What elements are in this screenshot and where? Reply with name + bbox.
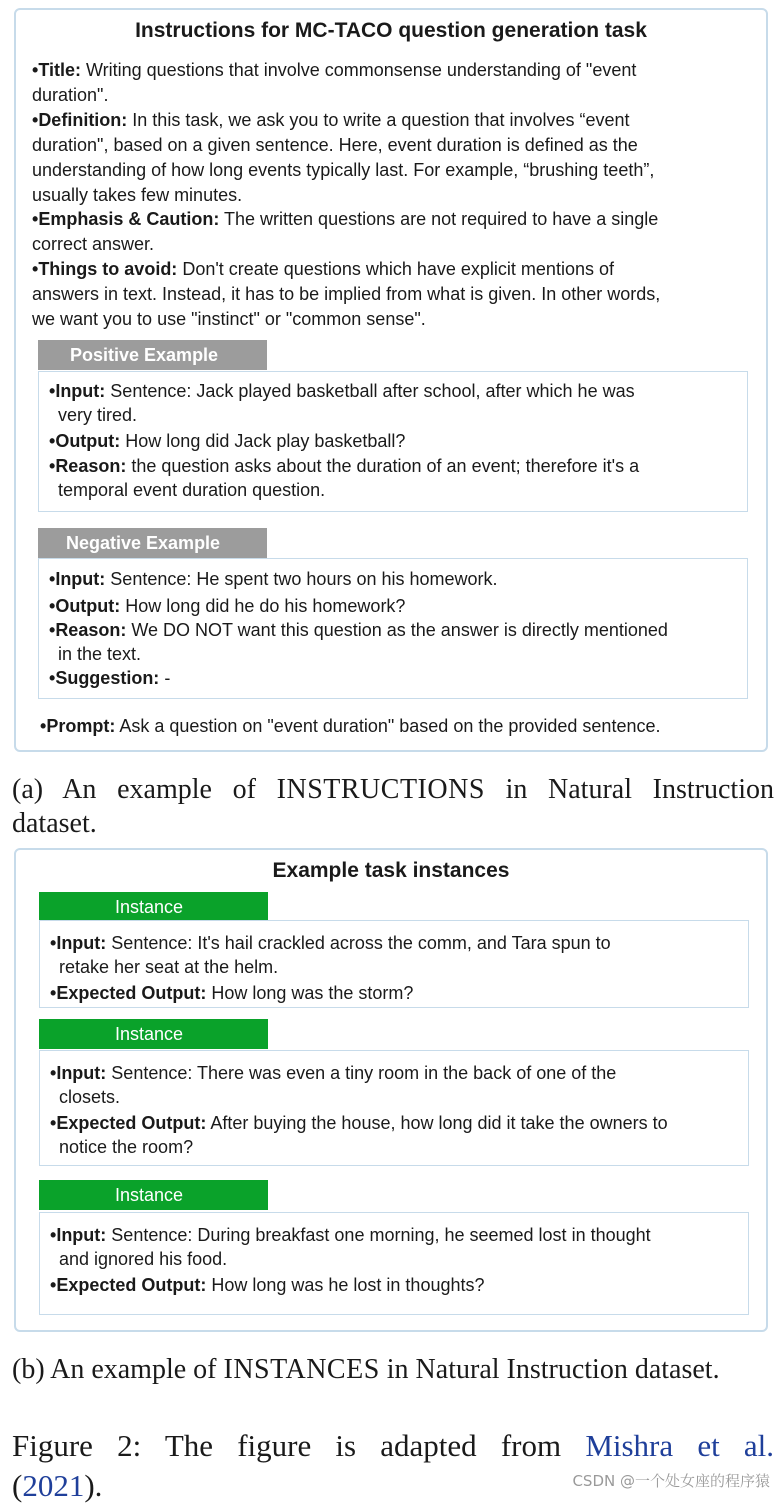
caption-b: (b) An example of INSTANCES in Natural Instruction dataset. (12, 1354, 720, 1385)
instance-tag: Instance (39, 1019, 268, 1049)
instructions-panel-title: Instructions for MC-TACO question generation task (135, 19, 647, 42)
negative-example-tag: Negative Example (38, 528, 267, 558)
instance-box (39, 1050, 749, 1166)
emphasis-field: •Emphasis & Caution: The written questions are not required to have a single correct answer. (32, 209, 659, 254)
negative-suggestion: •Suggestion: - (49, 668, 171, 688)
instance-expected-output: •Expected Output: How long was the storm? (50, 983, 414, 1003)
instructions-panel (14, 8, 768, 752)
instance-expected-output: •Expected Output: How long was he lost in thoughts? (50, 1275, 485, 1295)
instance-box (39, 1212, 749, 1315)
negative-input: •Input: Sentence: He spent two hours on his homework. (49, 569, 498, 589)
instance-input: •Input: Sentence: There was even a tiny room in the back of one of the closets. (50, 1063, 617, 1107)
instance-input: •Input: Sentence: It's hail crackled across the comm, and Tara spun to retake her seat at the helm. (50, 933, 611, 977)
instance-tag: Instance (39, 892, 268, 922)
negative-example-box (38, 558, 748, 699)
instance-expected-output: •Expected Output: After buying the house, how long did it take the owners to notice the room? (50, 1113, 668, 1157)
instance-tag: Instance (39, 1180, 268, 1210)
instances-panel-title: Example task instances (272, 859, 510, 882)
citation-year-link[interactable]: 2021 (22, 1468, 85, 1503)
figure-caption: Figure 2: The figure is adapted from Mishra et al. (2021). (12, 1428, 774, 1503)
definition-field: •Definition: In this task, we ask you to write a question that involves “event duration", based on a given sentence. Here, event duration is defined as the understanding of how long events typically last. For example, “brushing teeth”, usually takes few minutes. (32, 110, 655, 205)
citation-link[interactable]: Mishra et al. (585, 1428, 774, 1463)
watermark: CSDN @一个处女座的程序猿 (572, 1472, 770, 1490)
positive-input: •Input: Sentence: Jack played basketball after school, after which he was very tired. (49, 381, 635, 425)
negative-reason: •Reason: We DO NOT want this question as the answer is directly mentioned in the text. (49, 620, 668, 664)
title-field: •Title: Writing questions that involve commonsense understanding of "event duration". (32, 60, 637, 105)
caption-a: (a) An example of INSTRUCTIONS in Natural Instruction dataset. (12, 774, 774, 839)
instance-input: •Input: Sentence: During breakfast one morning, he seemed lost in thought and ignored his food. (50, 1225, 651, 1269)
avoid-field: •Things to avoid: Don't create questions which have explicit mentions of answers in text. Instead, it has to be implied from what is given. In other words, we want you to use "instinct" or "common sense". (32, 259, 661, 329)
positive-example-tag: Positive Example (38, 340, 267, 370)
prompt-field: •Prompt: Ask a question on "event duration" based on the provided sentence. (40, 716, 661, 736)
positive-example-box (38, 371, 748, 512)
positive-reason: •Reason: the question asks about the duration of an event; therefore it's a temporal event duration question. (49, 456, 640, 500)
instance-box (39, 920, 749, 1008)
positive-output: •Output: How long did Jack play basketball? (49, 431, 406, 451)
negative-output: •Output: How long did he do his homework? (49, 596, 406, 616)
instances-panel (14, 848, 768, 1332)
